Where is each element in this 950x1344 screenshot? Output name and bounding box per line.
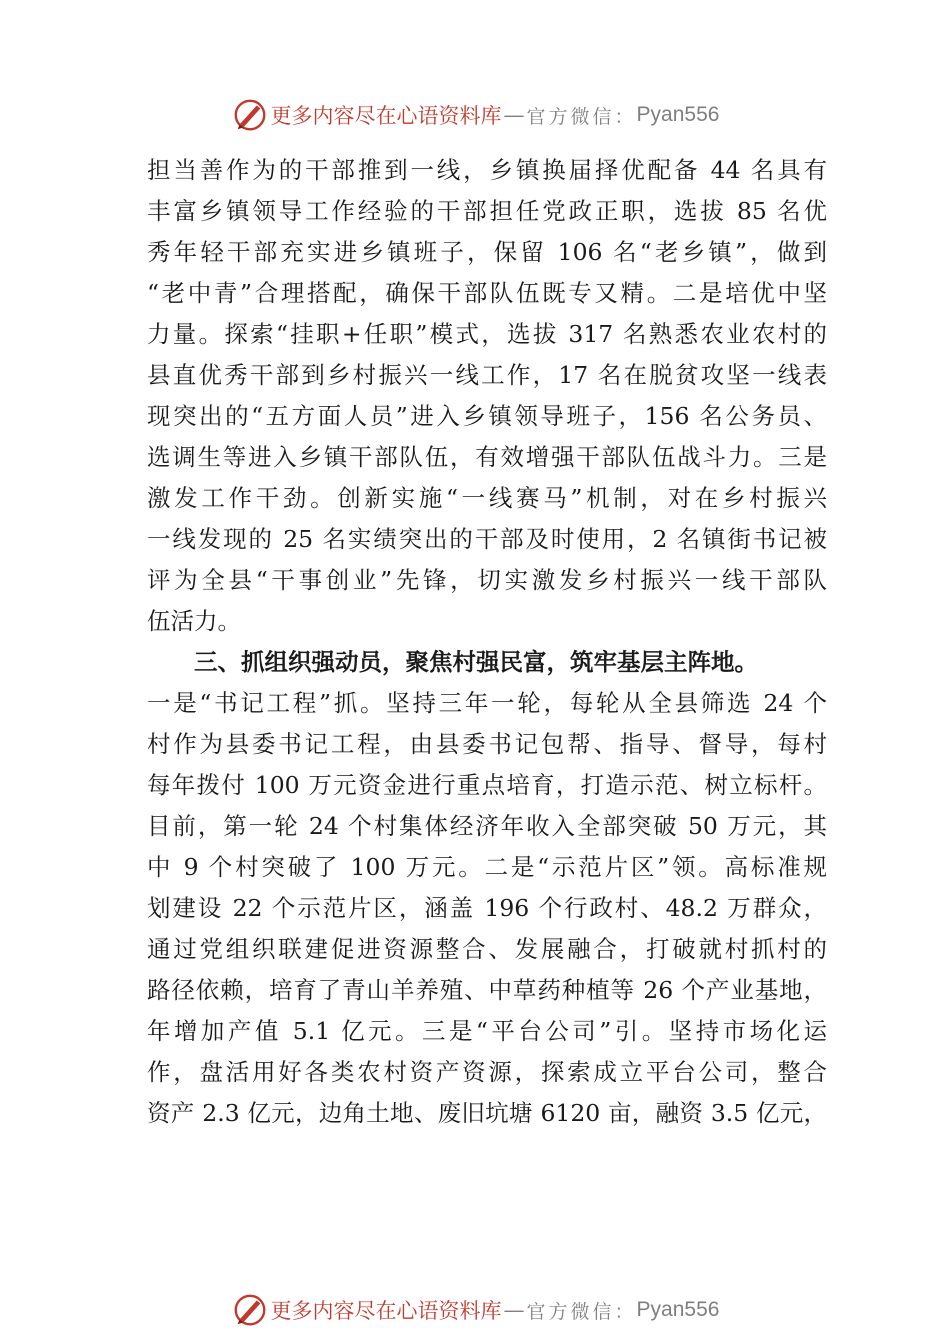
header-watermark [0, 93, 950, 137]
section-heading: 三、抓组织强动员，聚焦村强民富，筑牢基层主阵地。 [194, 648, 758, 676]
watermark-separator: — [503, 1298, 525, 1322]
paragraph-line: 通过党组织联建促进资源整合、发展融合，打破就村抓村的 [147, 935, 827, 963]
paragraph-line: “老中青”合理搭配，确保干部队伍既专又精。二是培优中坚 [147, 279, 827, 307]
watermark-brand: 更多内容尽在心语资料库 [270, 1299, 502, 1323]
paragraph-line: 每年拨付 100 万元资金进行重点培育，打造示范、树立标杆。 [147, 771, 827, 799]
watermark-wechat-label: 官方微信： [526, 1300, 637, 1323]
paragraph-line: 划建设 22 个示范片区，涵盖 196 个行政村、48.2 万群众， [147, 894, 827, 922]
paragraph-line: 力量。探索“挂职+任职”模式，选拔 317 名熟悉农业农村的 [147, 320, 827, 348]
footer-watermark [0, 1288, 950, 1332]
pen-circle-logo-icon [231, 96, 269, 134]
paragraph-line: 目前，第一轮 24 个村集体经济年收入全部突破 50 万元，其 [147, 812, 827, 840]
document-body [147, 150, 827, 1134]
paragraph-line: 中 9 个村突破了 100 万元。二是“示范片区”领。高标准规 [147, 853, 827, 881]
paragraph-line: 评为全县“干事创业”先锋，切实激发乡村振兴一线干部队 [147, 566, 827, 594]
watermark-wechat-id: Pyan556 [636, 1298, 720, 1321]
watermark-wechat-id: Pyan556 [636, 103, 720, 126]
watermark-separator: — [503, 103, 525, 127]
paragraph-line: 现突出的“五方面人员”进入乡镇领导班子，156 名公务员、 [147, 402, 827, 430]
paragraph-line: 秀年轻干部充实进乡镇班子，保留 106 名“老乡镇”，做到 [147, 238, 827, 266]
paragraph-line: 县直优秀干部到乡村振兴一线工作，17 名在脱贫攻坚一线表 [147, 361, 827, 389]
paragraph-line: 选调生等进入乡镇干部队伍，有效增强干部队伍战斗力。三是 [147, 443, 827, 471]
paragraph-line: 作，盘活用好各类农村资产资源，探索成立平台公司，整合 [147, 1058, 827, 1086]
paragraph-line: 担当善作为的干部推到一线，乡镇换届择优配备 44 名具有 [147, 156, 827, 184]
paragraph-line: 资产 2.3 亿元，边角土地、废旧坑塘 6120 亩，融资 3.5 亿元， [147, 1099, 827, 1127]
paragraph-line: 激发工作干劲。创新实施“一线赛马”机制，对在乡村振兴 [147, 484, 827, 512]
paragraph-line: 一线发现的 25 名实绩突出的干部及时使用，2 名镇街书记被 [147, 525, 827, 553]
paragraph-line: 村作为县委书记工程，由县委书记包帮、指导、督导，每村 [147, 730, 827, 758]
paragraph-line: 路径依赖，培育了青山羊养殖、中草药种植等 26 个产业基地， [147, 976, 827, 1004]
paragraph-line: 伍活力。 [147, 607, 241, 635]
paragraph-line: 年增加产值 5.1 亿元。三是“平台公司”引。坚持市场化运 [147, 1017, 827, 1045]
pen-circle-logo-icon [231, 1291, 269, 1329]
paragraph-line: 一是“书记工程”抓。坚持三年一轮，每轮从全县筛选 24 个 [147, 689, 827, 717]
paragraph-line: 丰富乡镇领导工作经验的干部担任党政正职，选拔 85 名优 [147, 197, 827, 225]
watermark-wechat-label: 官方微信： [526, 105, 637, 128]
watermark-brand: 更多内容尽在心语资料库 [270, 104, 502, 128]
